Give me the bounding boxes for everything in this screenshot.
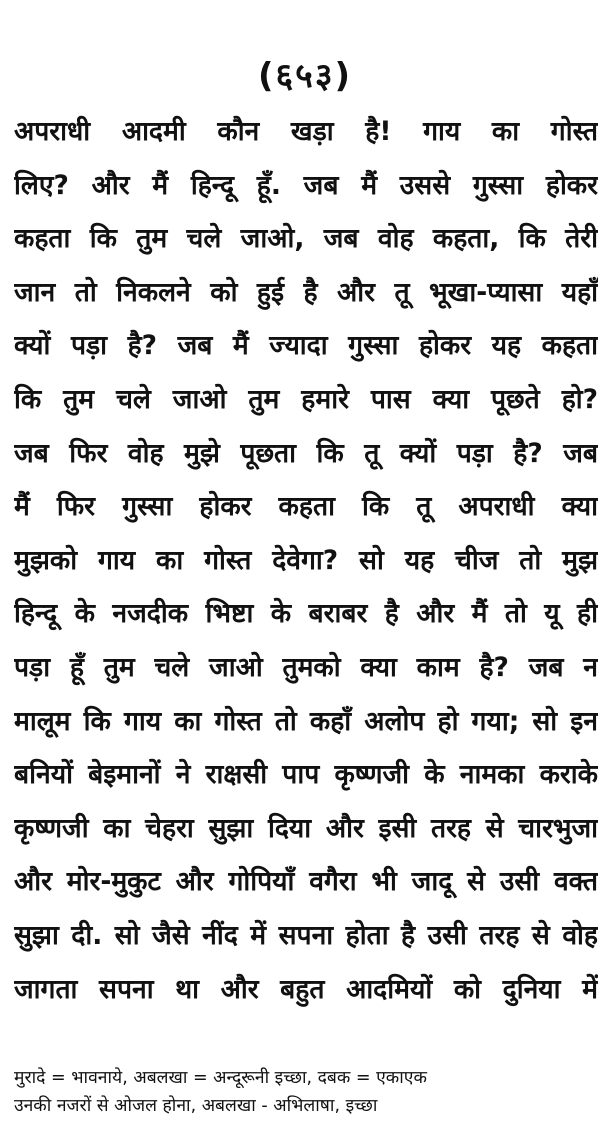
text-line: हिन्दू के नजदीक भिष्टा के बराबर है और मैं तो यू ही bbox=[14, 598, 598, 630]
text-line: क्यों पड़ा है? जब मैं ज्यादा गुस्सा होकर यह कहता bbox=[14, 330, 598, 362]
text-line: मैं फिर गुस्सा होकर कहता कि तू अपराधी क्या bbox=[14, 491, 598, 523]
text-line: कृष्णजी का चेहरा सुझा दिया और इसी तरह से चारभुजा bbox=[14, 812, 598, 844]
text-line: जान तो निकलने को हुई है और तू भूखा-प्यासा यहाँ bbox=[14, 276, 598, 308]
footnote-line: मुरादे = भावनाये, अबलखा = अन्दूरूनी इच्छा, दबक = एकाएक bbox=[14, 1068, 427, 1088]
footnote-line: उनकी नजरों से ओजल होना, अबलखा - अभिलाषा, इच्छा bbox=[14, 1096, 378, 1116]
text-line: अपराधी आदमी कौन खड़ा है! गाय का गोस्त bbox=[14, 116, 598, 147]
text-line: मुझको गाय का गोस्त देवेगा? सो यह चीज तो मुझ bbox=[14, 544, 598, 576]
text-line: जागता सपना था और बहुत आदमियों को दुनिया में bbox=[14, 973, 598, 1005]
text-line: और मोर-मुकुट और गोपियाँ वगैरा भी जादू से उसी वक्त bbox=[14, 866, 598, 898]
text-line: मालूम कि गाय का गोस्त तो कहाँ अलोप हो गया; सो इन bbox=[14, 705, 598, 737]
text-line: कि तुम चले जाओ तुम हमारे पास क्या पूछते हो? bbox=[14, 383, 598, 415]
body-text bbox=[14, 105, 598, 1016]
text-line: जब फिर वोह मुझे पूछता कि तू क्यों पड़ा है? जब bbox=[14, 437, 598, 469]
text-line: बनियों बेइमानों ने राक्षसी पाप कृष्णजी के नामका कराके bbox=[14, 759, 598, 791]
text-line: पड़ा हूँ तुम चले जाओ तुमको क्या काम है? जब न bbox=[14, 651, 598, 683]
text-line: सुझा दी. सो जैसे नींद में सपना होता है उसी तरह से वोह bbox=[14, 919, 598, 951]
page-number: (६५३) bbox=[257, 56, 353, 96]
footnote bbox=[14, 1064, 604, 1120]
text-line: लिए? और मैं हिन्दू हूँ. जब मैं उससे गुस्सा होकर bbox=[14, 169, 598, 201]
text-line: कहता कि तुम चले जाओ, जब वोह कहता, कि तेरी bbox=[14, 223, 598, 255]
